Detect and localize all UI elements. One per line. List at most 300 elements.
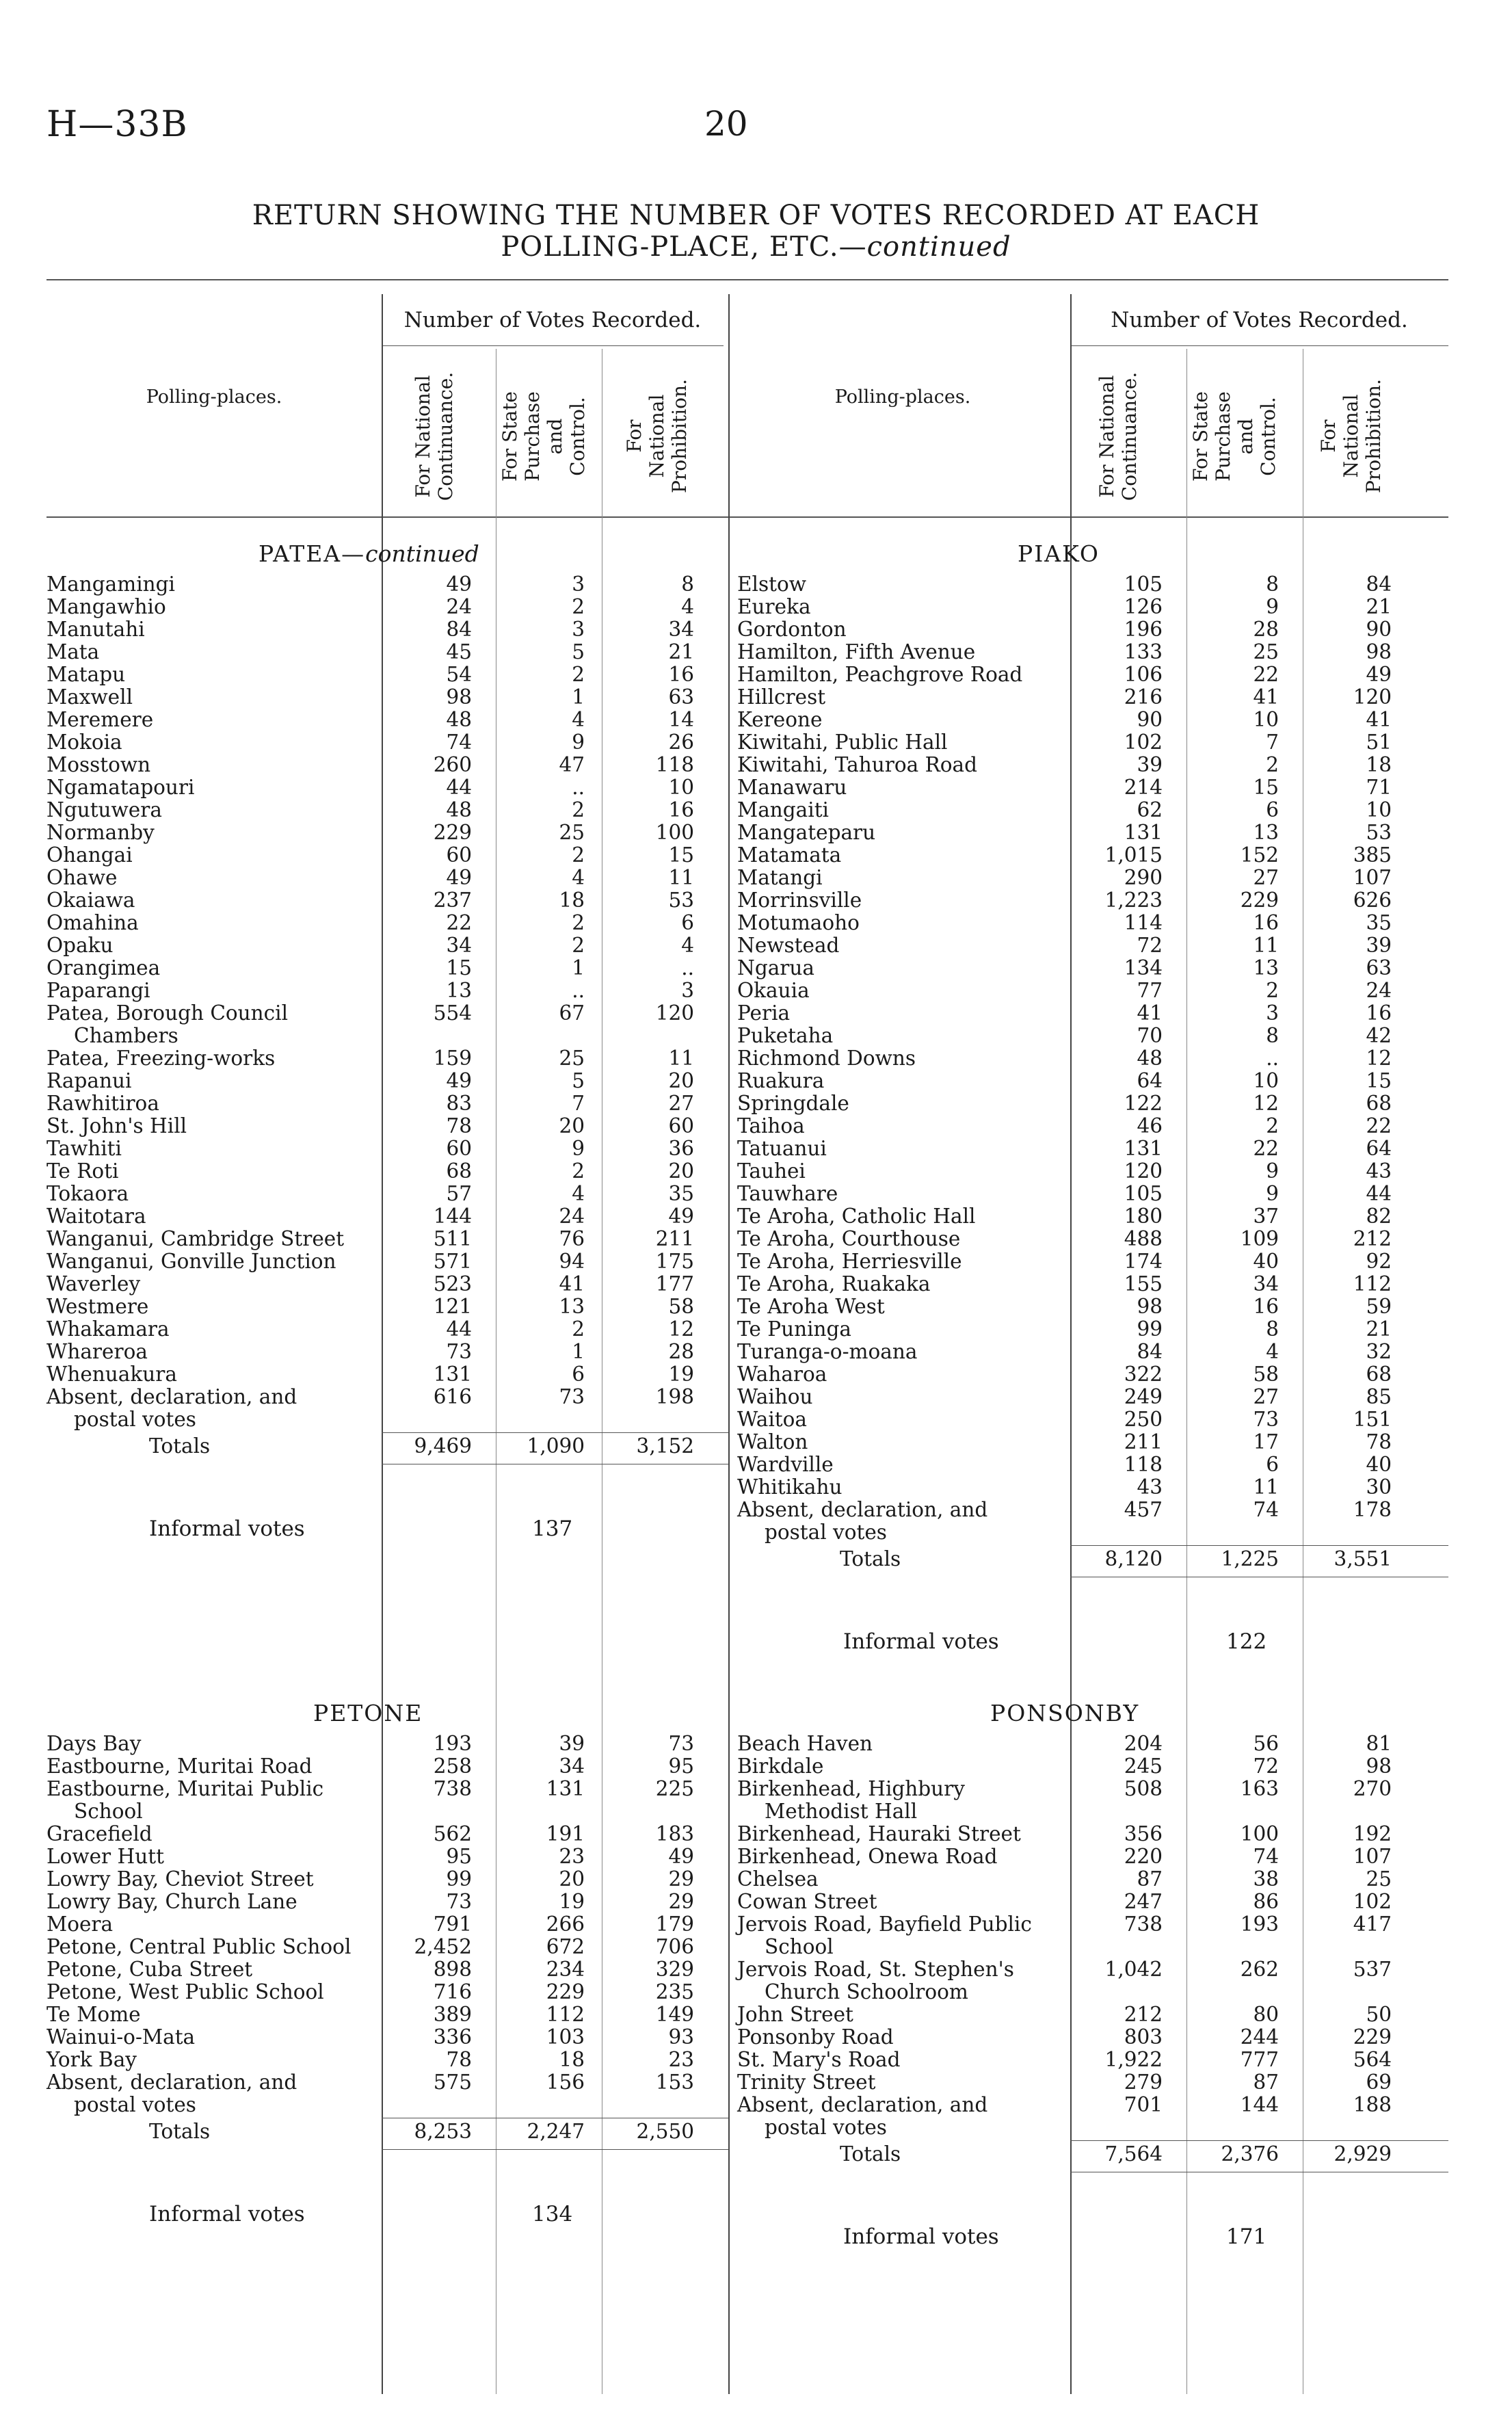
continuance-value: 68 — [446, 1159, 472, 1183]
polling-place-name: Eastbourne, Muritai Public — [47, 1777, 324, 1800]
prohibition-value: 198 — [655, 1385, 694, 1408]
state-control-value: 87 — [1253, 2071, 1279, 2094]
state-control-value: 18 — [559, 889, 585, 912]
table-row — [47, 2026, 730, 2049]
polling-place-name-cont: Church Schoolroom — [765, 1980, 968, 2003]
continuance-value: 155 — [1124, 1272, 1163, 1296]
state-control-value: 72 — [1253, 1755, 1279, 1778]
prohibition-value: 149 — [655, 2003, 694, 2026]
state-control-value: 2 — [1266, 1114, 1279, 1138]
table-row — [47, 1273, 730, 1296]
polling-place-name: Lowry Bay, Cheviot Street — [47, 1867, 314, 1891]
polling-place-name: Birkenhead, Hauraki Street — [737, 1822, 1021, 1845]
prohibition-value: 22 — [1366, 1114, 1392, 1138]
polling-place-name-cont: postal votes — [74, 1408, 196, 1431]
polling-place-name: Waitoa — [737, 1408, 807, 1431]
prohibition-value: 270 — [1353, 1777, 1392, 1800]
polling-place-name-cont: Chambers — [74, 1024, 178, 1047]
continuance-value: 44 — [446, 776, 472, 799]
continuance-value: 180 — [1124, 1205, 1163, 1228]
polling-place-name: Wanganui, Gonville Junction — [47, 1250, 336, 1273]
prohibition-value: 78 — [1366, 1430, 1392, 1454]
polling-place-name: Te Aroha, Courthouse — [737, 1227, 961, 1250]
polling-place-name: Elstow — [737, 573, 806, 596]
table-row — [737, 912, 1421, 934]
polling-place-name-cont: postal votes — [765, 1521, 887, 1544]
prohibition-value: 98 — [1366, 640, 1392, 663]
polling-place-name: Waharoa — [737, 1363, 827, 1386]
state-control-value: 9 — [1266, 1159, 1279, 1183]
prohibition-value: 98 — [1366, 1755, 1392, 1778]
continuance-value: 216 — [1124, 685, 1163, 709]
prohibition-value: 10 — [668, 776, 694, 799]
totals-row — [737, 1548, 1421, 1571]
continuance-value: 131 — [433, 1363, 472, 1386]
polling-place-name: Manawaru — [737, 776, 847, 799]
prohibition-value: 28 — [668, 1340, 694, 1363]
state-control-value: 2 — [572, 843, 585, 867]
continuance-value: 196 — [1124, 618, 1163, 641]
total-continuance: 9,469 — [414, 1434, 472, 1458]
prohibition-value: 24 — [1366, 979, 1392, 1002]
state-control-value: 56 — [1253, 1732, 1279, 1755]
polling-place-name: Matapu — [47, 663, 126, 686]
prohibition-value: 34 — [668, 618, 694, 641]
continuance-value: 49 — [446, 573, 472, 596]
table-row — [47, 754, 730, 776]
prohibition-value: 39 — [1366, 934, 1392, 957]
prohibition-value: 21 — [1366, 595, 1392, 618]
prohibition-value: 21 — [1366, 1317, 1392, 1341]
state-control-value: 11 — [1253, 934, 1279, 957]
polling-place-name: Kereone — [737, 708, 823, 731]
polling-place-name: Ngarua — [737, 956, 814, 980]
state-control-value: 58 — [1253, 1363, 1279, 1386]
table-row — [47, 1160, 730, 1183]
total-state-control: 2,247 — [527, 2120, 585, 2143]
continuance-value: 105 — [1124, 573, 1163, 596]
continuance-value: 99 — [1137, 1317, 1163, 1341]
table-row — [737, 709, 1421, 731]
state-control-value: 229 — [1240, 889, 1279, 912]
table-row — [47, 1913, 730, 1936]
prohibition-value: 212 — [1353, 1227, 1392, 1250]
table-row — [47, 1183, 730, 1205]
continuance-value: 120 — [1124, 1159, 1163, 1183]
section-title — [258, 540, 479, 567]
state-control-value: 2 — [1266, 979, 1279, 1002]
polling-place-name: Gordonton — [737, 618, 847, 641]
prohibition-value: 16 — [668, 798, 694, 822]
continuance-value: 212 — [1124, 2003, 1163, 2026]
state-control-value: 2 — [572, 1159, 585, 1183]
continuance-value: 78 — [446, 2048, 472, 2071]
continuance-value: 48 — [446, 708, 472, 731]
table-row — [47, 1868, 730, 1891]
table-row — [737, 731, 1421, 754]
prohibition-value: 25 — [1366, 1867, 1392, 1891]
table-row — [47, 1250, 730, 1273]
table-row — [47, 822, 730, 844]
table-row — [737, 1047, 1421, 1070]
prohibition-value: 120 — [655, 1001, 694, 1025]
continuance-value: 290 — [1124, 866, 1163, 889]
polling-place-name: Tawhiti — [47, 1137, 122, 1160]
continuance-value: 64 — [1137, 1069, 1163, 1092]
polling-place-name: Newstead — [737, 934, 840, 957]
prohibition-value: 107 — [1353, 1845, 1392, 1868]
state-control-value: 13 — [1253, 956, 1279, 980]
informal-votes-line — [149, 2202, 573, 2226]
prohibition-value: 10 — [1366, 798, 1392, 822]
table-row — [737, 776, 1421, 799]
continuance-value: 49 — [446, 1069, 472, 1092]
polling-place-name: Jervois Road, Bayfield Public — [737, 1913, 1032, 1936]
table-row — [47, 2049, 730, 2071]
total-continuance: 8,120 — [1104, 1547, 1163, 1571]
polling-place-name: Taihoa — [737, 1114, 805, 1138]
continuance-value: 118 — [1124, 1453, 1163, 1476]
continuance-value: 575 — [433, 2071, 472, 2094]
polling-place-name: Waverley — [47, 1272, 141, 1296]
table-row — [47, 1070, 730, 1092]
continuance-value: 48 — [446, 798, 472, 822]
continuance-value: 1,922 — [1104, 2048, 1163, 2071]
totals-label: Totals — [149, 1434, 211, 1458]
table-row — [737, 1891, 1421, 1913]
table-row — [737, 641, 1421, 663]
continuance-value: 70 — [1137, 1024, 1163, 1047]
total-continuance: 7,564 — [1104, 2142, 1163, 2166]
continuance-value: 193 — [433, 1732, 472, 1755]
continuance-value: 389 — [433, 2003, 472, 2026]
section-title-text: PIAKO — [1018, 540, 1100, 567]
polling-place-name: Petone, Central Public School — [47, 1935, 352, 1958]
prohibition-value: 188 — [1353, 2093, 1392, 2116]
polling-place-name: Puketaha — [737, 1024, 834, 1047]
section-title — [1018, 540, 1100, 567]
continuance-value: 54 — [446, 663, 472, 686]
prohibition-value: 100 — [655, 821, 694, 844]
table-row — [737, 596, 1421, 618]
polling-place-name: Ohangai — [47, 843, 133, 867]
prohibition-value: 20 — [668, 1069, 694, 1092]
state-control-value: 1 — [572, 685, 585, 709]
table-row — [47, 709, 730, 731]
state-control-value: 3 — [1266, 1001, 1279, 1025]
state-control-value: 7 — [572, 1092, 585, 1115]
state-control-value: 1 — [572, 956, 585, 980]
polling-place-name: Hillcrest — [737, 685, 826, 709]
state-control-value: 5 — [572, 1069, 585, 1092]
continuance-value: 84 — [1137, 1340, 1163, 1363]
prohibition-value: 225 — [655, 1777, 694, 1800]
total-prohibition: 3,152 — [636, 1434, 694, 1458]
continuance-value: 457 — [1124, 1498, 1163, 1521]
polling-place-name-cont: Methodist Hall — [765, 1800, 918, 1823]
votes-group-header-right: Number of Votes Recorded. — [1111, 308, 1408, 332]
state-control-value: 109 — [1240, 1227, 1279, 1250]
state-control-value: 244 — [1240, 2025, 1279, 2049]
prohibition-value: 95 — [668, 1755, 694, 1778]
prohibition-value: 30 — [1366, 1475, 1392, 1499]
continuance-value: 83 — [446, 1092, 472, 1115]
table-row — [47, 1047, 730, 1070]
section-title-suffix: continued — [365, 540, 479, 567]
polling-place-name: Motumaoho — [737, 911, 860, 934]
prohibition-value: 175 — [655, 1250, 694, 1273]
state-control-value: 262 — [1240, 1958, 1279, 1981]
prohibition-value: 329 — [655, 1958, 694, 1981]
polling-place-name: Wainui-o-Mata — [47, 2025, 196, 2049]
state-control-value: 152 — [1240, 843, 1279, 867]
table-row — [737, 1431, 1421, 1454]
table-row — [737, 867, 1421, 889]
prohibition-value: 153 — [655, 2071, 694, 2094]
continuance-value: 48 — [1137, 1047, 1163, 1070]
polling-place-name: Tatuanui — [737, 1137, 827, 1160]
polling-place-name: Richmond Downs — [737, 1047, 916, 1070]
group-rule-left — [382, 345, 724, 346]
continuance-value: 44 — [446, 1317, 472, 1341]
informal-votes-value: 171 — [1226, 2224, 1267, 2249]
polling-place-name: Ngamatapouri — [47, 776, 195, 799]
polling-places-header-left: Polling-places. — [146, 386, 282, 408]
polling-place-name: Springdale — [737, 1092, 849, 1115]
polling-place-name: Hamilton, Fifth Avenue — [737, 640, 976, 663]
continuance-value: 133 — [1124, 640, 1163, 663]
prohibition-value: 49 — [668, 1845, 694, 1868]
prohibition-value: 564 — [1353, 2048, 1392, 2071]
state-control-value: 9 — [572, 1137, 585, 1160]
prohibition-value: 107 — [1353, 866, 1392, 889]
prohibition-value: 417 — [1353, 1913, 1392, 1936]
table-row — [737, 2003, 1421, 2026]
state-control-value: 2 — [572, 595, 585, 618]
table-row — [737, 1363, 1421, 1386]
table-row — [47, 776, 730, 799]
continuance-value: 204 — [1124, 1732, 1163, 1755]
total-state-control: 1,090 — [527, 1434, 585, 1458]
state-control-value: 2 — [1266, 753, 1279, 776]
table-row — [737, 889, 1421, 912]
prohibition-value: 19 — [668, 1363, 694, 1386]
table-row — [47, 957, 730, 980]
prohibition-value: 63 — [668, 685, 694, 709]
table-row — [737, 1454, 1421, 1476]
polling-place-name: Birkenhead, Highbury — [737, 1777, 965, 1800]
report-code: H—33B — [47, 104, 188, 145]
continuance-value: 98 — [446, 685, 472, 709]
table-row — [737, 980, 1421, 1002]
polling-place-name: Waitotara — [47, 1205, 146, 1228]
state-control-value: 24 — [559, 1205, 585, 1228]
prohibition-value: 36 — [668, 1137, 694, 1160]
polling-place-name: Opaku — [47, 934, 114, 957]
table-row — [737, 1160, 1421, 1183]
polling-place-name: Birkenhead, Onewa Road — [737, 1845, 998, 1868]
prohibition-value: 8 — [681, 573, 694, 596]
polling-place-name: Absent, declaration, and — [737, 1498, 988, 1521]
polling-place-name: Absent, declaration, and — [47, 1385, 297, 1408]
state-control-value: 18 — [559, 2048, 585, 2071]
header-bottom-rule — [47, 516, 1448, 518]
prohibition-value: 18 — [1366, 753, 1392, 776]
polling-place-name: Turanga-o-moana — [737, 1340, 918, 1363]
continuance-value: 84 — [446, 618, 472, 641]
informal-votes-value: 122 — [1226, 1629, 1267, 1654]
table-row — [737, 1205, 1421, 1228]
prohibition-value: 69 — [1366, 2071, 1392, 2094]
state-control-value: 67 — [559, 1001, 585, 1025]
table-row — [737, 1296, 1421, 1318]
state-control-value: .. — [1266, 1047, 1279, 1070]
table-row — [737, 2094, 1421, 2139]
polling-place-name: Okauia — [737, 979, 810, 1002]
prohibition-value: 15 — [1366, 1069, 1392, 1092]
prohibition-value: 64 — [1366, 1137, 1392, 1160]
polling-place-name: Petone, West Public School — [47, 1980, 324, 2003]
total-prohibition: 3,551 — [1334, 1547, 1392, 1571]
state-control-value: 13 — [559, 1295, 585, 1318]
continuance-value: 39 — [1137, 753, 1163, 776]
prohibition-value: 71 — [1366, 776, 1392, 799]
prohibition-value: 40 — [1366, 1453, 1392, 1476]
polling-place-name: Te Mome — [47, 2003, 141, 2026]
prohibition-value: 118 — [655, 753, 694, 776]
polling-place-name: Te Aroha West — [737, 1295, 885, 1318]
table-row — [737, 934, 1421, 957]
table-row — [737, 1823, 1421, 1845]
state-control-value: 28 — [1253, 618, 1279, 641]
polling-place-name-cont: School — [74, 1800, 143, 1823]
state-control-value: 9 — [572, 731, 585, 754]
continuance-value: 24 — [446, 595, 472, 618]
state-control-value: 2 — [572, 798, 585, 822]
polling-place-name: Wanganui, Cambridge Street — [47, 1227, 345, 1250]
polling-place-name: Beach Haven — [737, 1732, 873, 1755]
continuance-value: 1,015 — [1104, 843, 1163, 867]
table-row — [737, 573, 1421, 596]
prohibition-value: 15 — [668, 843, 694, 867]
page-number: 20 — [704, 104, 748, 144]
prohibition-value: 12 — [668, 1317, 694, 1341]
total-continuance: 8,253 — [414, 2120, 472, 2143]
continuance-value: 60 — [446, 1137, 472, 1160]
table-row — [47, 1138, 730, 1160]
continuance-value: 214 — [1124, 776, 1163, 799]
table-row — [47, 1092, 730, 1115]
prohibition-value: 235 — [655, 1980, 694, 2003]
polling-place-name: Mangateparu — [737, 821, 876, 844]
table-row — [737, 1958, 1421, 2003]
continuance-value: 250 — [1124, 1408, 1163, 1431]
continuance-value: 78 — [446, 1114, 472, 1138]
polling-place-name: Petone, Cuba Street — [47, 1958, 253, 1981]
table-row — [47, 912, 730, 934]
state-control-value: 4 — [572, 1182, 585, 1205]
continuance-value: 174 — [1124, 1250, 1163, 1273]
prohibition-value: 112 — [1353, 1272, 1392, 1296]
totals-bottom-rule — [382, 2149, 728, 2150]
continuance-value: 46 — [1137, 1114, 1163, 1138]
prohibition-value: 27 — [668, 1092, 694, 1115]
state-control-value: 38 — [1253, 1867, 1279, 1891]
prohibition-value: 192 — [1353, 1822, 1392, 1845]
state-control-value: 76 — [559, 1227, 585, 1250]
prohibition-value: 26 — [668, 731, 694, 754]
continuance-value: 72 — [1137, 934, 1163, 957]
continuance-value: 102 — [1124, 731, 1163, 754]
table-row — [737, 754, 1421, 776]
prohibition-value: 35 — [668, 1182, 694, 1205]
table-row — [737, 1025, 1421, 1047]
state-control-value: 40 — [1253, 1250, 1279, 1273]
state-control-value: 74 — [1253, 1498, 1279, 1521]
informal-votes-value: 137 — [532, 1516, 573, 1541]
polling-place-name: Tauhei — [737, 1159, 806, 1183]
state-control-value: 4 — [572, 708, 585, 731]
continuance-value: 106 — [1124, 663, 1163, 686]
state-control-value: 144 — [1240, 2093, 1279, 2116]
continuance-value: 98 — [1137, 1295, 1163, 1318]
section-title-text: PONSONBY — [990, 1700, 1140, 1726]
polling-place-name: Moera — [47, 1913, 114, 1936]
prohibition-value: 12 — [1366, 1047, 1392, 1070]
prohibition-value: 42 — [1366, 1024, 1392, 1047]
state-control-value: 16 — [1253, 911, 1279, 934]
table-row — [47, 641, 730, 663]
polling-place-name: Ngutuwera — [47, 798, 162, 822]
total-state-control: 2,376 — [1221, 2142, 1279, 2166]
prohibition-value: 68 — [1366, 1092, 1392, 1115]
state-control-value: 156 — [546, 2071, 585, 2094]
state-control-value: 11 — [1253, 1475, 1279, 1499]
polling-place-name: Mosstown — [47, 753, 151, 776]
polling-place-name: Westmere — [47, 1295, 149, 1318]
polling-place-name: Lower Hutt — [47, 1845, 164, 1868]
table-row — [737, 2026, 1421, 2049]
prohibition-value: 35 — [1366, 911, 1392, 934]
state-control-value: 15 — [1253, 776, 1279, 799]
table-row — [47, 1386, 730, 1431]
continuance-value: 95 — [446, 1845, 472, 1868]
continuance-value: 738 — [433, 1777, 472, 1800]
state-control-value: 27 — [1253, 866, 1279, 889]
continuance-value: 105 — [1124, 1182, 1163, 1205]
table-row — [737, 1318, 1421, 1341]
continuance-value: 131 — [1124, 821, 1163, 844]
totals-label: Totals — [840, 1547, 901, 1571]
continuance-value: 43 — [1137, 1475, 1163, 1499]
table-row — [737, 618, 1421, 641]
polling-place-name: Paparangi — [47, 979, 150, 1002]
section-title-text: PATEA— — [258, 540, 366, 567]
page-title-line-1: RETURN SHOWING THE NUMBER OF VOTES RECORDED AT EACH — [252, 200, 1260, 231]
polling-place-name: Mokoia — [47, 731, 122, 754]
table-row — [737, 1476, 1421, 1499]
prohibition-value: 14 — [668, 708, 694, 731]
table-row — [47, 1981, 730, 2003]
continuance-value: 571 — [433, 1250, 472, 1273]
state-control-value: 37 — [1253, 1205, 1279, 1228]
state-control-value: 25 — [559, 1047, 585, 1070]
continuance-value: 1,042 — [1104, 1958, 1163, 1981]
polling-place-name: Ohawe — [47, 866, 118, 889]
state-control-value: 4 — [572, 866, 585, 889]
polling-place-name: Chelsea — [737, 1867, 819, 1891]
prohibition-value: 183 — [655, 1822, 694, 1845]
